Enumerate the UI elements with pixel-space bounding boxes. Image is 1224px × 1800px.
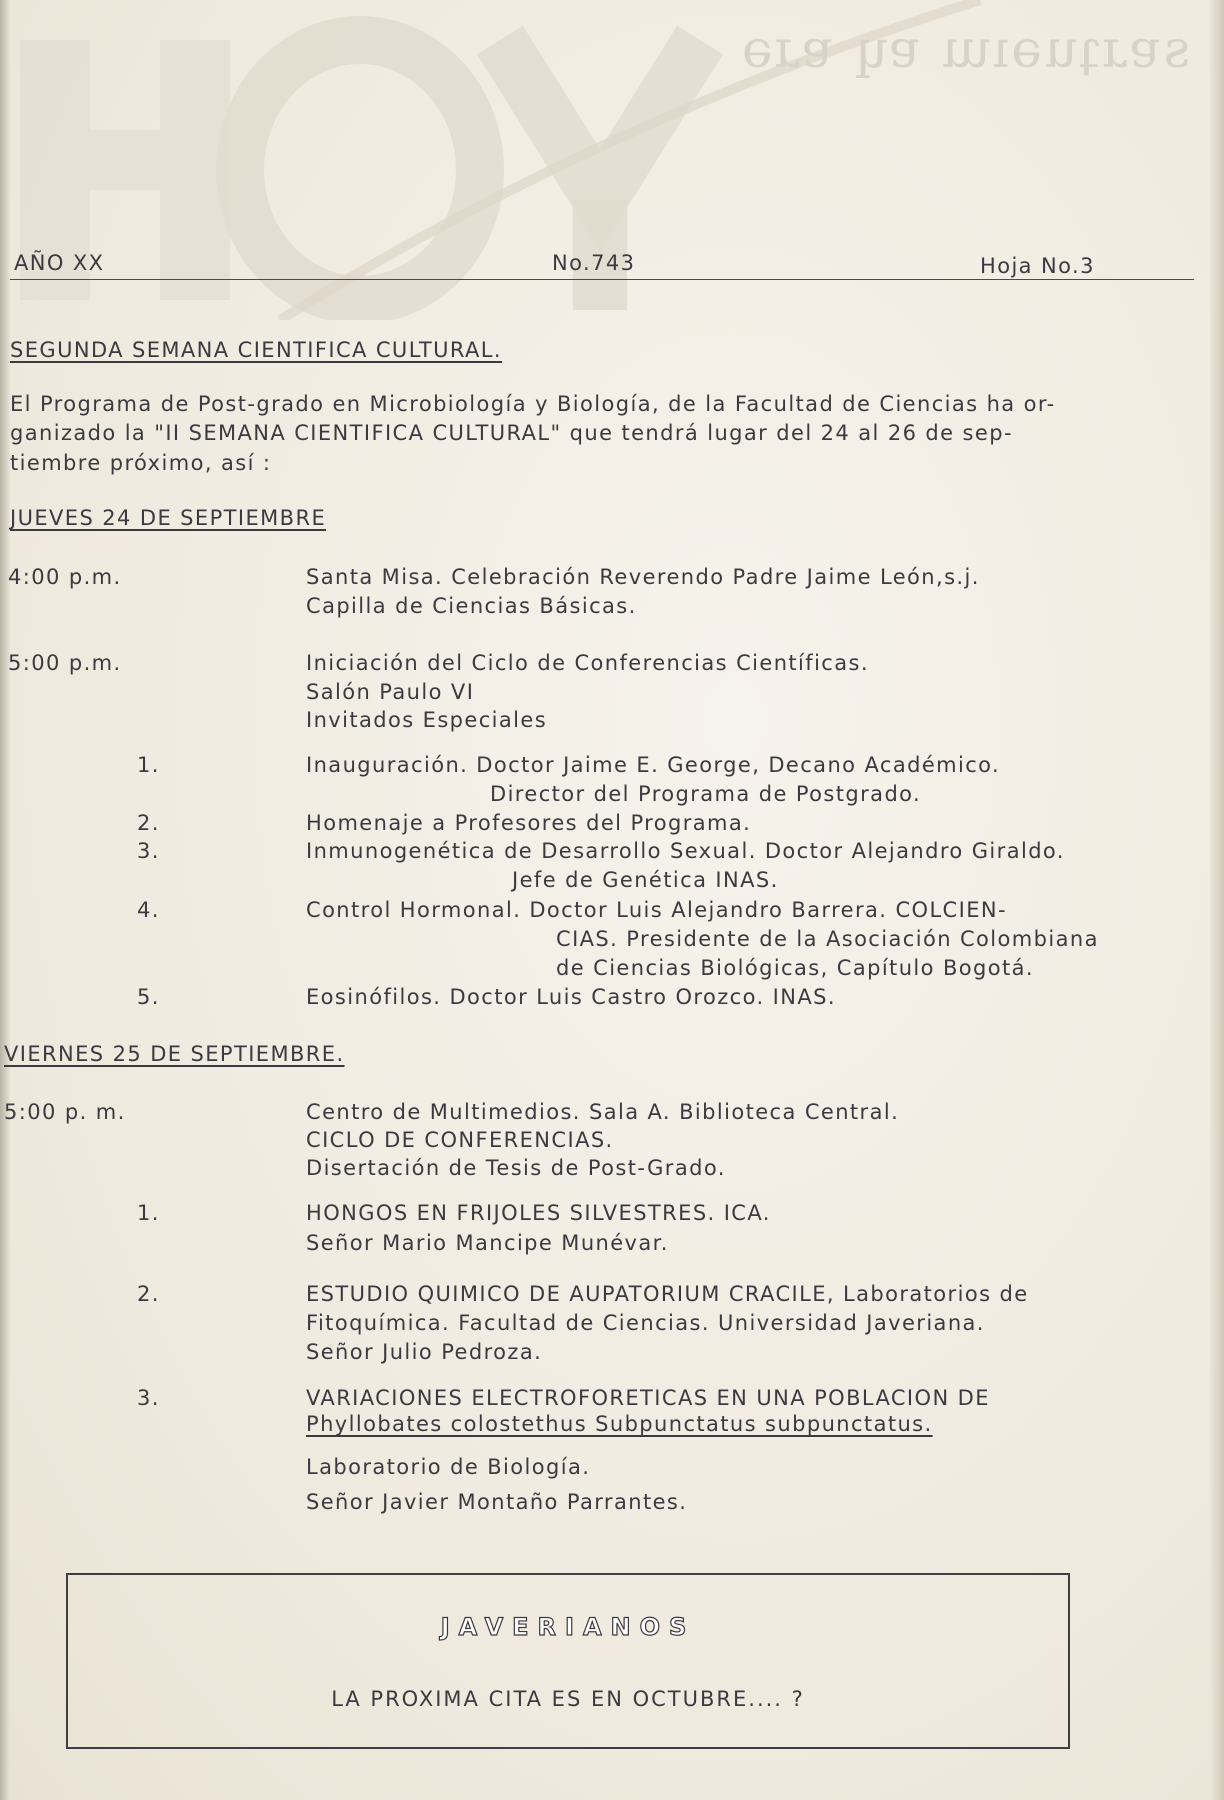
day1-item-4-line-3: de Ciencias Biológicas, Capítulo Bogotá.: [556, 956, 1034, 980]
day2-item-3-line-4: Señor Javier Montaño Parrantes.: [306, 1490, 688, 1514]
day1-time-2: 5:00 p.m.: [8, 651, 122, 675]
intro-line-3: tiembre próximo, así :: [10, 451, 272, 475]
day2-item-3-num: 3.: [137, 1386, 160, 1410]
day1-time-1: 4:00 p.m.: [8, 565, 122, 589]
day2-item-2-line-3: Señor Julio Pedroza.: [306, 1340, 543, 1364]
day2-time1-line-3: Disertación de Tesis de Post-Grado.: [306, 1156, 726, 1180]
day2-heading: VIERNES 25 DE SEPTIEMBRE.: [4, 1042, 345, 1066]
day2-item-3-line-2: Phyllobates colostethus Subpunctatus subpunctatus.: [306, 1412, 933, 1436]
day1-time2-line-1: Iniciación del Ciclo de Conferencias Científicas.: [306, 651, 869, 675]
show-through-text: sɐɹʇuǝıɯ ɐɥ ɐɹǝ: [740, 20, 1191, 80]
day1-time2-line-2: Salón Paulo VI: [306, 680, 475, 704]
day1-time1-line-1: Santa Misa. Celebración Reverendo Padre Jaime León,s.j.: [306, 565, 980, 589]
day2-item-1-line-1: HONGOS EN FRIJOLES SILVESTRES. ICA.: [306, 1201, 771, 1225]
announcement-box: [66, 1573, 1070, 1749]
header-year: AÑO XX: [14, 251, 105, 275]
section-title: SEGUNDA SEMANA CIENTIFICA CULTURAL.: [10, 338, 502, 362]
day1-item-5-num: 5.: [137, 985, 160, 1009]
day1-item-1-num: 1.: [137, 753, 160, 777]
day1-item-3-line-1: Inmunogenética de Desarrollo Sexual. Doctor Alejandro Giraldo.: [306, 839, 1065, 863]
day1-item-2-num: 2.: [137, 811, 160, 835]
day2-item-3-line-3: Laboratorio de Biología.: [306, 1455, 591, 1479]
day1-item-4-line-1: Control Hormonal. Doctor Luis Alejandro Barrera. COLCIEN-: [306, 898, 1007, 922]
header-rule: [10, 279, 1194, 280]
day2-item-2-line-1: ESTUDIO QUIMICO DE AUPATORIUM CRACILE, Laboratorios de: [306, 1282, 1029, 1306]
day2-time-1: 5:00 p. m.: [4, 1100, 126, 1124]
intro-line-1: El Programa de Post-grado en Microbiología y Biología, de la Facultad de Ciencias ha or-: [10, 392, 1056, 416]
day1-item-2-line-1: Homenaje a Profesores del Programa.: [306, 811, 752, 835]
day1-item-4-line-2: CIAS. Presidente de la Asociación Colombiana: [556, 927, 1099, 951]
day1-item-1-line-1: Inauguración. Doctor Jaime E. George, Decano Académico.: [306, 753, 1001, 777]
day2-item-1-line-2: Señor Mario Mancipe Munévar.: [306, 1231, 669, 1255]
intro-line-2: ganizado la "II SEMANA CIENTIFICA CULTURAL" que tendrá lugar del 24 al 26 de sep-: [10, 421, 1013, 445]
day2-time1-line-2: CICLO DE CONFERENCIAS.: [306, 1128, 614, 1152]
day1-item-4-num: 4.: [137, 898, 160, 922]
day2-item-2-line-2: Fitoquímica. Facultad de Ciencias. Universidad Javeriana.: [306, 1311, 985, 1335]
day1-heading: JUEVES 24 DE SEPTIEMBRE: [10, 506, 327, 530]
day2-time1-line-1: Centro de Multimedios. Sala A. Biblioteca Central.: [306, 1100, 900, 1124]
day2-item-3-line-1: VARIACIONES ELECTROFORETICAS EN UNA POBLACION DE: [306, 1386, 990, 1410]
announcement-line: LA PROXIMA CITA ES EN OCTUBRE.... ?: [331, 1687, 805, 1711]
day2-item-1-num: 1.: [137, 1201, 160, 1225]
day1-item-3-num: 3.: [137, 839, 160, 863]
announcement-title: JAVERIANOS: [440, 1613, 696, 1641]
day1-item-3-line-2: Jefe de Genética INAS.: [512, 868, 779, 892]
day1-time1-line-2: Capilla de Ciencias Básicas.: [306, 594, 637, 618]
header-sheet: Hoja No.3: [980, 254, 1095, 278]
day2-item-2-num: 2.: [137, 1282, 160, 1306]
day1-item-5-line-1: Eosinófilos. Doctor Luis Castro Orozco. INAS.: [306, 985, 836, 1009]
day1-item-1-line-2: Director del Programa de Postgrado.: [490, 782, 922, 806]
day1-time2-line-3: Invitados Especiales: [306, 708, 548, 732]
header-number: No.743: [552, 251, 636, 275]
